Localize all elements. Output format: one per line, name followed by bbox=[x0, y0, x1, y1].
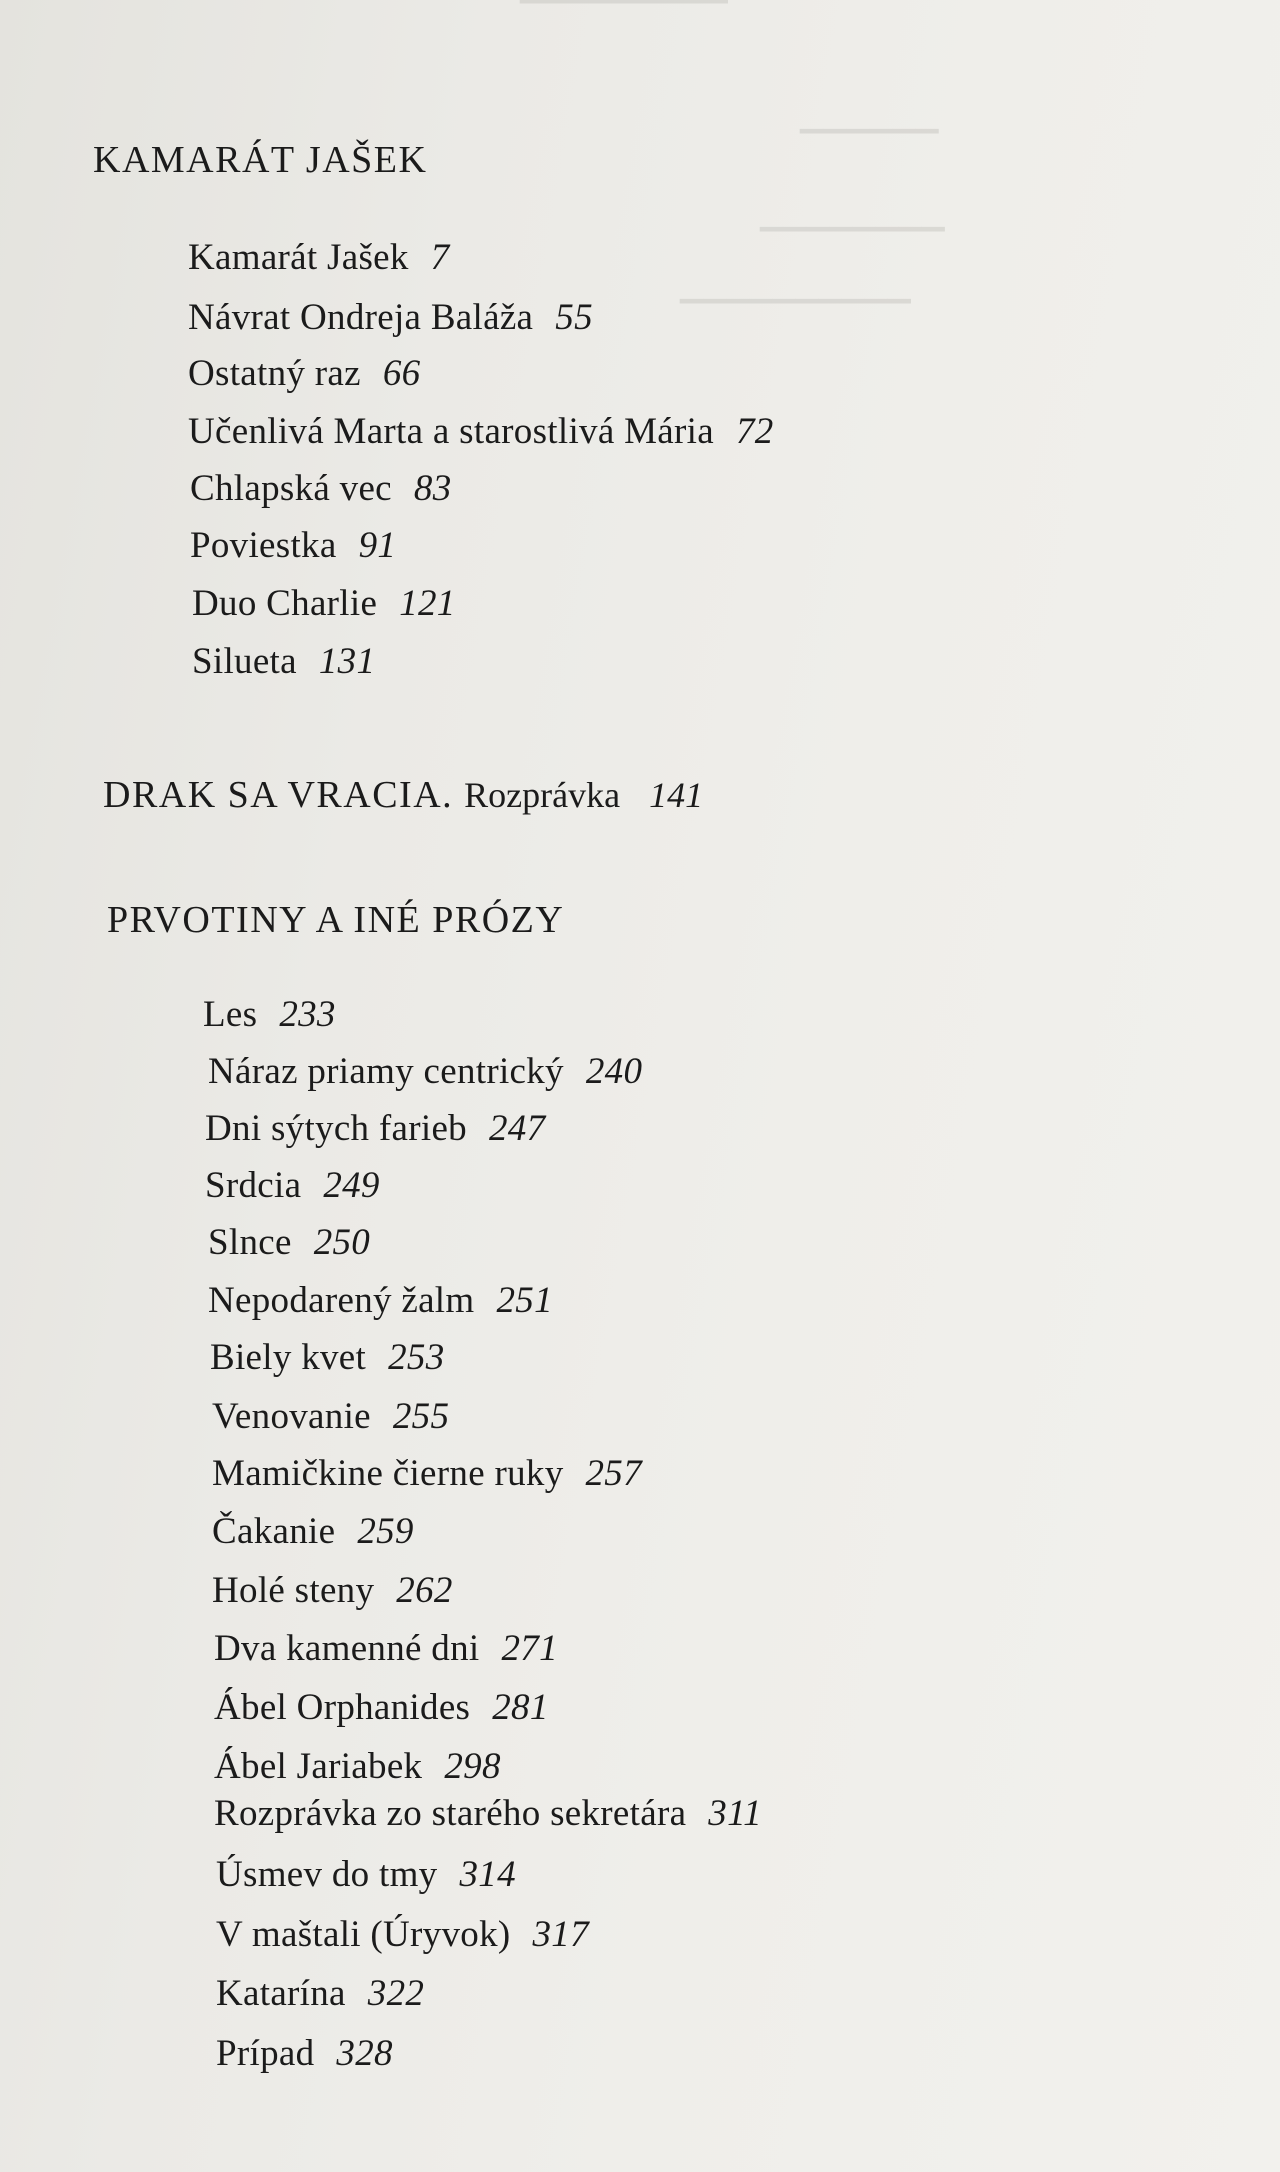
entry-page: 83 bbox=[413, 468, 452, 509]
entry-title: Dva kamenné dni bbox=[214, 1628, 480, 1669]
show-through-line: ▔▔▔▔▔▔▔▔▔ bbox=[520, 1, 728, 34]
toc-entry bbox=[192, 640, 375, 683]
entry-page: 298 bbox=[444, 1746, 501, 1787]
toc-entry bbox=[190, 467, 452, 510]
toc-entry bbox=[216, 1913, 589, 1956]
toc-entry bbox=[205, 1107, 545, 1150]
toc-entry bbox=[214, 1686, 549, 1729]
entry-title: Mamičkine čierne ruky bbox=[212, 1453, 564, 1494]
entry-page: 66 bbox=[382, 353, 421, 394]
entry-title: Náraz priamy centrický bbox=[208, 1051, 564, 1092]
toc-entry bbox=[212, 1510, 414, 1553]
entry-page: 253 bbox=[388, 1337, 445, 1378]
toc-entry bbox=[188, 236, 449, 279]
entry-title: Ábel Orphanides bbox=[214, 1687, 471, 1728]
section-heading-text: DRAK SA VRACIA. bbox=[103, 774, 454, 816]
toc-entry bbox=[208, 1279, 553, 1322]
section-heading bbox=[103, 773, 703, 817]
toc-entry bbox=[188, 296, 593, 339]
entry-title: Ostatný raz bbox=[188, 353, 361, 394]
entry-title: V maštali (Úryvok) bbox=[216, 1914, 511, 1955]
section-heading bbox=[107, 898, 564, 942]
entry-title: Slnce bbox=[208, 1222, 292, 1263]
entry-title: Katarína bbox=[216, 1973, 346, 2014]
entry-title: Silueta bbox=[192, 641, 297, 682]
entry-title: Les bbox=[203, 994, 258, 1035]
toc-entry bbox=[212, 1569, 453, 1612]
entry-page: 240 bbox=[585, 1051, 643, 1092]
entry-title: Ábel Jariabek bbox=[214, 1746, 423, 1787]
show-through-line: ▔▔▔▔▔▔▔▔▔▔ bbox=[680, 301, 911, 334]
entry-title: Nepodarený žalm bbox=[208, 1280, 475, 1321]
entry-page: 121 bbox=[399, 583, 456, 624]
entry-page: 262 bbox=[396, 1570, 453, 1611]
entry-page: 255 bbox=[392, 1396, 450, 1437]
toc-entry bbox=[188, 410, 774, 453]
toc-entry bbox=[214, 1792, 762, 1835]
toc-entry bbox=[212, 1452, 642, 1495]
toc-entry bbox=[205, 1164, 380, 1207]
entry-page: 55 bbox=[555, 297, 593, 338]
toc-entry bbox=[210, 1336, 445, 1379]
entry-page: 247 bbox=[488, 1108, 546, 1149]
entry-page: 72 bbox=[735, 411, 774, 452]
entry-title: Venovanie bbox=[212, 1396, 371, 1437]
show-through-line: ▔▔▔▔▔▔▔▔ bbox=[760, 229, 945, 262]
entry-page: 281 bbox=[492, 1687, 549, 1728]
entry-page: 249 bbox=[323, 1165, 380, 1206]
entry-page: 259 bbox=[357, 1511, 414, 1552]
entry-page: 311 bbox=[708, 1793, 762, 1834]
entry-title: Čakanie bbox=[212, 1511, 336, 1552]
entry-page: 328 bbox=[336, 2033, 393, 2074]
entry-page: 91 bbox=[358, 525, 397, 566]
toc-entry bbox=[208, 1050, 642, 1093]
entry-title: Rozprávka zo starého sekretára bbox=[214, 1793, 687, 1834]
entry-page: 250 bbox=[313, 1222, 371, 1263]
entry-title: Biely kvet bbox=[210, 1337, 367, 1378]
entry-page: 233 bbox=[279, 994, 336, 1035]
toc-entry bbox=[188, 352, 420, 395]
entry-page: 314 bbox=[459, 1854, 516, 1895]
entry-title: Prípad bbox=[216, 2033, 315, 2074]
toc-entry bbox=[216, 1972, 424, 2015]
section-heading bbox=[93, 138, 427, 182]
toc-entry bbox=[192, 582, 456, 625]
entry-title: Duo Charlie bbox=[192, 583, 378, 624]
entry-title: Učenlivá Marta a starostlivá Mária bbox=[188, 411, 714, 452]
show-through-line: ▔▔▔▔▔▔ bbox=[800, 131, 939, 164]
section-heading-text: KAMARÁT JAŠEK bbox=[93, 139, 428, 181]
entry-title: Holé steny bbox=[212, 1570, 375, 1611]
entry-title: Kamarát Jašek bbox=[188, 237, 409, 278]
entry-page: 131 bbox=[318, 641, 376, 682]
entry-page: 7 bbox=[430, 237, 450, 278]
toc-entry bbox=[214, 1627, 558, 1670]
entry-title: Návrat Ondreja Baláža bbox=[188, 297, 534, 338]
entry-page: 322 bbox=[367, 1973, 425, 2014]
entry-page: 317 bbox=[532, 1914, 589, 1955]
entry-page: 257 bbox=[585, 1453, 642, 1494]
toc-entry bbox=[216, 2032, 393, 2075]
entry-title: Poviestka bbox=[190, 525, 337, 566]
entry-page: 251 bbox=[496, 1280, 553, 1321]
section-heading-page: 141 bbox=[649, 775, 704, 815]
toc-entry bbox=[212, 1395, 449, 1438]
toc-entry bbox=[214, 1745, 501, 1788]
toc-entry bbox=[203, 993, 336, 1036]
entry-title: Chlapská vec bbox=[190, 468, 392, 509]
entry-title: Dni sýtych farieb bbox=[205, 1108, 467, 1149]
section-heading-text: PRVOTINY A INÉ PRÓZY bbox=[107, 899, 565, 941]
toc-entry bbox=[208, 1221, 370, 1264]
entry-title: Srdcia bbox=[205, 1165, 302, 1206]
entry-title: Úsmev do tmy bbox=[216, 1854, 438, 1895]
section-heading-subtitle: Rozprávka bbox=[464, 775, 621, 815]
toc-entry bbox=[190, 524, 396, 567]
toc-entry bbox=[216, 1853, 516, 1896]
entry-page: 271 bbox=[501, 1628, 558, 1669]
